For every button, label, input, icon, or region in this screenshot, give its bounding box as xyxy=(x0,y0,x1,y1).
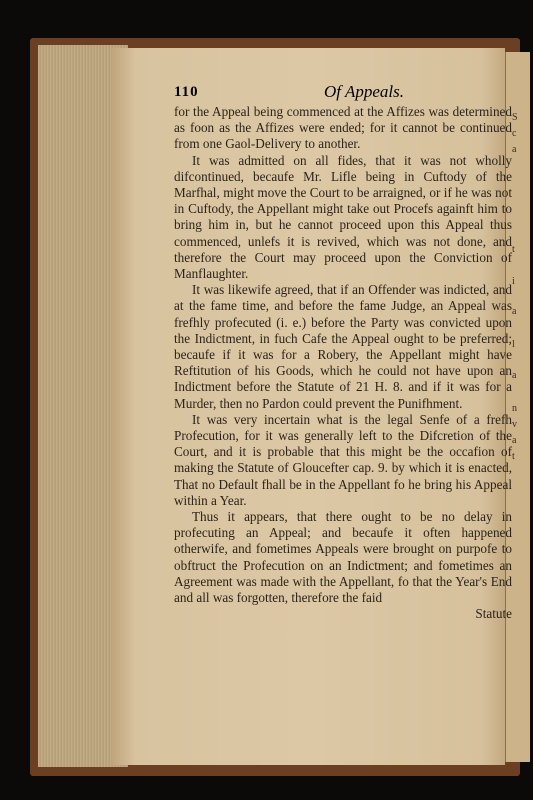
margin-letter: a xyxy=(512,435,517,446)
margin-letter: a xyxy=(512,370,517,381)
page-header xyxy=(174,84,514,104)
margin-letter: a xyxy=(512,306,517,317)
margin-letter: c xyxy=(512,128,517,139)
catchword: Statute xyxy=(475,606,512,622)
margin-letter: n xyxy=(512,403,517,414)
paragraph: Thus it appears, that there ought to be no delay in profecuting an Appeal; and becaufe it often happened otherwife, and fometimes Appeals were brought on purpofe to obftruct the Profecution on an Indictment; and fometimes an Agreement was made with the Appellant, fo that the Year's End and all was forgotten, therefore the faid xyxy=(174,509,512,606)
paragraph: It was admitted on all fides, that it was not wholly difcontinued, becaufe Mr. Lifle being in Cuftody of the Marfhal, might move the Court to be arraigned, or if he was not in Cuftody, the Appellant might take out Procefs againft him to bring him in, but he cannot proceed upon this Appeal thus commenced, unlefs it is revived, which was not done, and therefore the Court may proceed upon the Conviction of Manflaughter. xyxy=(174,152,512,282)
paragraph: It was likewife agreed, that if an Offender was indicted, and at the fame time, and before the fame Judge, an Appeal was frefhly profecuted (i. e.) before the Party was convicted upon the Indictment, in fuch Cafe the Appeal ought to be preferred; becaufe if it was for a Robery, the Appellant might have Reftitution of his Goods, which he could not have upon an Indictment before the Statute of 21 H. 8. and if it was for a Murder, then no Pardon could prevent the Punifhment. xyxy=(174,282,512,411)
margin-letter: t xyxy=(512,244,515,255)
paragraph: for the Appeal being commenced at the Affizes was determined as foon as the Affizes were ended; for it cannot be continued from one Gaol-Delivery to another. xyxy=(174,104,512,152)
margin-letter: l xyxy=(512,339,515,350)
margin-letter: i xyxy=(512,276,515,287)
margin-letter: a xyxy=(512,144,517,155)
margin-letter: S xyxy=(512,112,518,123)
margin-letter: v xyxy=(512,419,517,430)
page-body xyxy=(174,104,512,623)
margin-letter: t xyxy=(512,451,515,462)
paragraph: It was very incertain what is the legal Senfe of a frefh Profecution, for it was generally left to the Difcretion of the Court, and it is probable that this might be the occafion of making the Statute of Gloucefter cap. 9. by which it is enacted, That no Default fhall be in the Appellant fo he bring his Appeal within a Year. xyxy=(174,411,512,508)
running-title: Of Appeals. xyxy=(324,82,404,101)
page-number: 110 xyxy=(174,84,199,100)
